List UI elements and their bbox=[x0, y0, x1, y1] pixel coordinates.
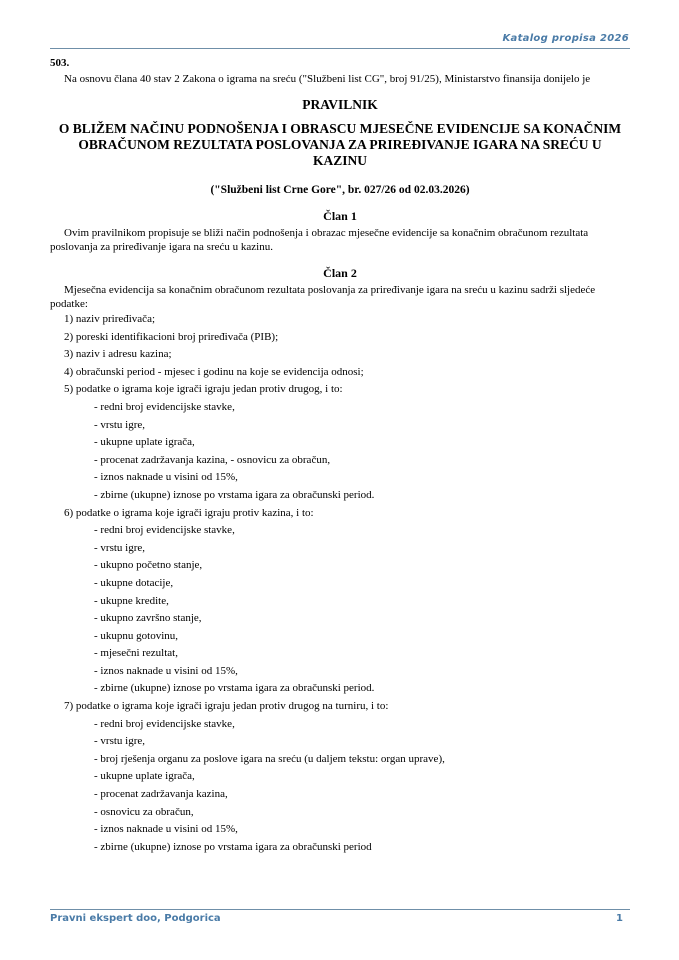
list-item: 6) podatke o igrama koje igrači igraju protiv kazina, i to: bbox=[64, 506, 314, 519]
list-item: 7) podatke o igrama koje igrači igraju jedan protiv drugog na turniru, i to: bbox=[64, 700, 389, 713]
sub-list-item: - broj rješenja organu za poslove igara na sreću (u daljem tekstu: organ uprave), bbox=[94, 752, 445, 765]
sub-list-item: - redni broj evidencijske stavke, bbox=[94, 400, 235, 413]
page-number: 1 bbox=[616, 913, 623, 924]
document-number: 503. bbox=[50, 57, 70, 69]
article-1-heading: Član 1 bbox=[323, 209, 357, 223]
sub-list-item: - procenat zadržavanja kazina, - osnovicu za obračun, bbox=[94, 453, 331, 466]
sub-list-item: - redni broj evidencijske stavke, bbox=[94, 717, 235, 730]
sub-list-item: - ukupne uplate igrača, bbox=[94, 770, 195, 783]
sub-list-item: - zbirne (ukupne) iznose po vrstama igara za obračunski period. bbox=[94, 682, 375, 695]
list-item: 2) poreski identifikacioni broj priređivača (PIB); bbox=[64, 330, 279, 343]
sub-list-item: - zbirne (ukupne) iznose po vrstama igara za obračunski period. bbox=[94, 488, 375, 501]
footer-company: Pravni ekspert doo, Podgorica bbox=[50, 913, 221, 924]
sub-list-item: - procenat zadržavanja kazina, bbox=[94, 788, 228, 801]
sub-list-item: - osnovicu za obračun, bbox=[94, 805, 194, 818]
sub-list-item: - redni broj evidencijske stavke, bbox=[94, 524, 235, 537]
document-title: PRAVILNIK bbox=[302, 97, 378, 112]
article-1-text: Ovim pravilnikom propisuje se bliži način podnošenja i obrazac mjesečne evidencije sa konačnim obračunom rezultata poslovanja za priređivanje igara na sreću u kazinu. bbox=[50, 227, 589, 253]
sub-list-item: - iznos naknade u visini od 15%, bbox=[94, 471, 238, 484]
sub-list-item: - zbirne (ukupne) iznose po vrstama igara za obračunski period bbox=[94, 840, 372, 853]
sub-list-item: - ukupne kredite, bbox=[94, 594, 169, 607]
document-body bbox=[50, 56, 630, 856]
sub-list-item: - vrstu igre, bbox=[94, 735, 146, 748]
header-divider bbox=[50, 48, 630, 50]
sub-list-item: - ukupno završno stanje, bbox=[94, 612, 202, 625]
footer-divider bbox=[50, 909, 630, 911]
catalog-header: Katalog propisa 2026 bbox=[502, 33, 629, 44]
sub-list-item: - ukupne dotacije, bbox=[94, 576, 174, 589]
sub-list-item: - ukupno početno stanje, bbox=[94, 559, 203, 572]
sub-list-item: - mjesečni rezultat, bbox=[94, 647, 178, 660]
article-2-text: Mjesečna evidencija sa konačnim obračunom rezultata poslovanja za priređivanje igara na sreću u kazinu sadrži sljedeće podatke: bbox=[50, 284, 596, 310]
sub-list-item: - ukupne uplate igrača, bbox=[94, 436, 195, 449]
list-item: 5) podatke o igrama koje igrači igraju jedan protiv drugog, i to: bbox=[64, 383, 343, 396]
sub-list-item: - iznos naknade u visini od 15%, bbox=[94, 664, 238, 677]
sub-list-item: - ukupnu gotovinu, bbox=[94, 629, 179, 642]
list-item: 3) naziv i adresu kazina; bbox=[64, 348, 172, 361]
sub-list-item: - vrstu igre, bbox=[94, 418, 146, 431]
sub-list-item: - vrstu igre, bbox=[94, 541, 146, 554]
gazette-reference: ("Službeni list Crne Gore", br. 027/26 od 02.03.2026) bbox=[210, 184, 470, 196]
document-subtitle: O BLIŽEM NAČINU PODNOŠENJA I OBRASCU MJESEČNE EVIDENCIJE SA KONAČNIM OBRAČUNOM REZULTATA POSLOVANJA ZA PRIREĐIVANJE IGARA NA SREĆU U KAZINU bbox=[58, 121, 622, 168]
article-2-heading: Član 2 bbox=[323, 266, 357, 280]
intro-paragraph: Na osnovu člana 40 stav 2 Zakona o igrama na sreću ("Službeni list CG", broj 91/25), Ministarstvo finansija donijelo je bbox=[64, 73, 591, 85]
list-item: 4) obračunski period - mjesec i godinu na koje se evidencija odnosi; bbox=[64, 365, 364, 378]
sub-list-item: - iznos naknade u visini od 15%, bbox=[94, 823, 238, 836]
list-item: 1) naziv priređivača; bbox=[64, 313, 156, 325]
